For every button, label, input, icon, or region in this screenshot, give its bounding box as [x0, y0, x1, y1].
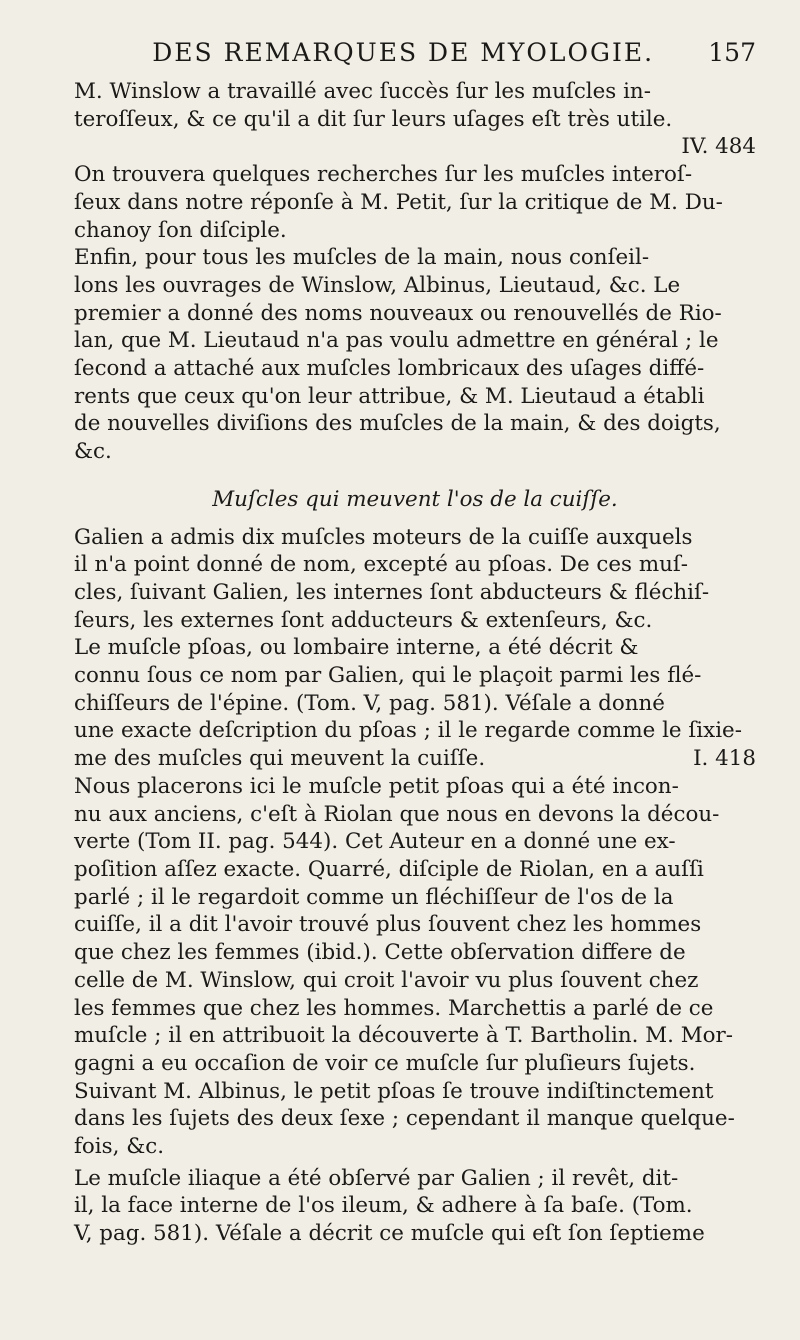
text-line: ſeux dans notre réponſe à M. Petit, ſur la critique de M. Du-: [74, 189, 723, 215]
page-number: 157: [708, 38, 756, 67]
text-line: ſeurs, les externes ſont adducteurs & extenſeurs, &c.: [74, 607, 653, 633]
text-line: de nouvelles diviſions des muſcles de la main, & des doigts,: [74, 411, 721, 437]
text-line: rents que ceux qu'on leur attribue, & M. Lieutaud a établi: [74, 383, 705, 409]
text-line: cles, ſuivant Galien, les internes ſont abducteurs & fléchiſ-: [74, 579, 710, 605]
text-line: Suivant M. Albinus, le petit pſoas ſe trouve indiſtinctement: [74, 1078, 714, 1104]
text-line: il n'a point donné de nom, excepté au pſoas. De ces muſ-: [74, 552, 689, 578]
text-line: fois, &c.: [74, 1134, 165, 1160]
text-line: &c.: [74, 439, 112, 465]
text-line: teroſſeux, & ce qu'il a dit ſur leurs uſages eſt très utile.: [74, 106, 673, 132]
text-line: les femmes que chez les hommes. Marchettis a parlé de ce: [74, 995, 714, 1021]
text-line: celle de M. Winslow, qui croit l'avoir vu plus ſouvent chez: [74, 967, 699, 993]
section-heading: Muſcles qui meuvent l'os de la cuiſſe.: [212, 486, 618, 512]
running-header: [74, 38, 756, 78]
text-line: Le muſcle pſoas, ou lombaire interne, a été décrit &: [74, 635, 639, 661]
text-line: nu aux anciens, c'eſt à Riolan que nous en devons la décou-: [74, 801, 720, 827]
text-line: On trouvera quelques recherches ſur les muſcles interoſ-: [74, 162, 693, 188]
text-line: gagni a eu occaſion de voir ce muſcle ſur pluſieurs ſujets.: [74, 1050, 696, 1076]
text-line: me des muſcles qui meuvent la cuiſſe.: [74, 746, 486, 772]
text-line: lan, que M. Lieutaud n'a pas voulu admettre en général ; le: [74, 328, 719, 354]
text-line: verte (Tom II. pag. 544). Cet Auteur en a donné une ex-: [74, 829, 676, 855]
running-title: DES REMARQUES DE MYOLOGIE.: [152, 38, 655, 67]
text-line: cuiſſe, il a dit l'avoir trouvé plus ſouvent chez les hommes: [74, 912, 702, 938]
cross-reference: I. 418: [693, 746, 756, 772]
text-line: Le muſcle iliaque a été obſervé par Galien ; il revêt, dit-: [74, 1165, 679, 1191]
text-line: V, pag. 581). Véſale a décrit ce muſcle qui eſt ſon ſeptieme: [74, 1221, 705, 1247]
line-with-reference: [74, 745, 756, 773]
text-line: connu ſous ce nom par Galien, qui le plaçoit parmi les flé-: [74, 663, 702, 689]
text-line: que chez les femmes (ibid.). Cette obſervation differe de: [74, 940, 686, 966]
text-line: Galien a admis dix muſcles moteurs de la cuiſſe auxquels: [74, 524, 693, 550]
text-line: muſcle ; il en attribuoit la découverte à T. Bartholin. M. Mor-: [74, 1023, 733, 1049]
text-line: dans les ſujets des deux ſexe ; cependant il manque quelque-: [74, 1106, 735, 1132]
text-line: Nous placerons ici le muſcle petit pſoas qui a été incon-: [74, 773, 679, 799]
text-line: ſecond a attaché aux muſcles lombricaux des uſages diffé-: [74, 356, 705, 382]
text-line: une exacte deſcription du pſoas ; il le regarde comme le ſixie-: [74, 718, 742, 744]
text-line: parlé ; il le regardoit comme un fléchiſſeur de l'os de la: [74, 884, 674, 910]
text-line: M. Winslow a travaillé avec ſuccès ſur les muſcles in-: [74, 79, 651, 104]
text-line: poſition aſſez exacte. Quarré, diſciple de Riolan, en a auſſi: [74, 856, 704, 882]
text-line: lons les ouvrages de Winslow, Albinus, Lieutaud, &c. Le: [74, 272, 681, 298]
text-line: il, la face interne de l'os ileum, & adhere à ſa baſe. (Tom.: [74, 1193, 693, 1219]
cross-reference: IV. 484: [681, 134, 756, 160]
page-text: [74, 78, 756, 1248]
text-line: chiſſeurs de l'épine. (Tom. V, pag. 581). Véſale a donné: [74, 690, 665, 716]
text-line: premier a donné des noms nouveaux ou renouvellés de Rio-: [74, 300, 722, 326]
text-line: Enfin, pour tous les muſcles de la main, nous conſeil-: [74, 245, 650, 271]
text-line: chanoy ſon diſciple.: [74, 217, 287, 243]
